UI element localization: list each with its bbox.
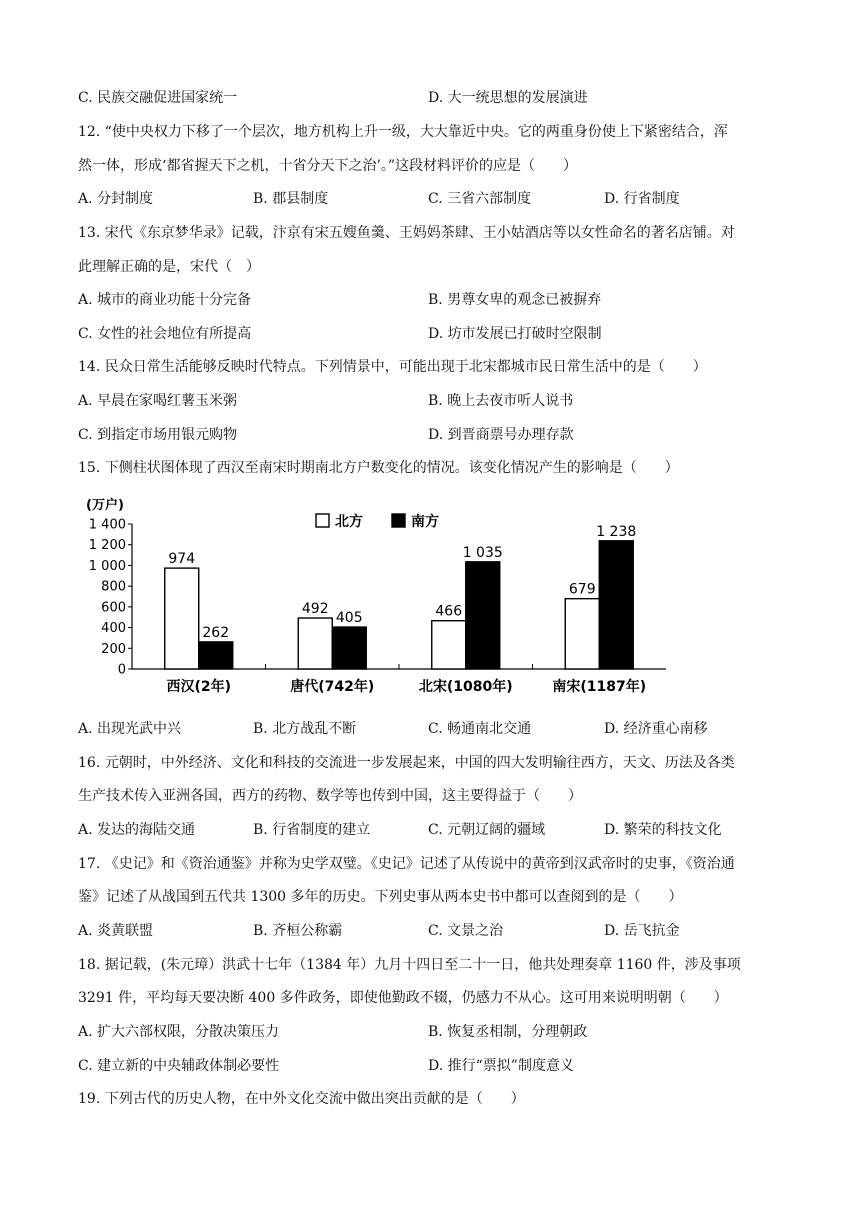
q17-option-a: A. 炎黄联盟: [78, 923, 154, 939]
q17-option-c: C. 文景之治: [428, 923, 504, 939]
x-tick-label: 西汉(2年): [166, 679, 232, 695]
q13-option-a: A. 城市的商业功能十分完备: [78, 292, 252, 308]
q16-stem-line1: 16. 元朝时，中外经济、文化和科技的交流进一步发展起来，中国的四大发明输往西方，天文、历法及各类: [78, 755, 735, 771]
q16-option-a: A. 发达的海陆交通: [78, 822, 196, 838]
q18-option-a: A. 扩大六部权限，分散决策压力: [78, 1024, 280, 1040]
q12-option-b: B. 郡县制度: [253, 191, 329, 207]
y-axis-label: (万户): [86, 498, 124, 513]
legend-label: 南方: [411, 514, 439, 530]
bar-north: [565, 599, 599, 669]
q12-option-a: A. 分封制度: [78, 191, 154, 207]
bar-north: [432, 621, 466, 669]
y-tick-label: 1 400: [88, 517, 126, 533]
q15-option-d: D. 经济重心南移: [604, 721, 708, 737]
q14-option-c: C. 到指定市场用银元购物: [78, 427, 238, 443]
q18-stem-line1: 18. 据记载，(朱元璋）洪武十七年（1384 年）九月十四日至二十一日，他共处理奏章 1160 件，涉及事项: [78, 957, 741, 973]
q18-option-b: B. 恢复丞相制，分理朝政: [428, 1024, 588, 1040]
legend-label: 北方: [335, 514, 363, 530]
y-tick-label: 1 200: [88, 538, 126, 554]
x-tick-label: 北宋(1080年): [418, 679, 513, 695]
q17-option-b: B. 齐桓公称霸: [253, 923, 343, 939]
q16-option-d: D. 繁荣的科技文化: [604, 822, 722, 838]
y-tick-label: 1 000: [88, 558, 126, 574]
q11-option-d: D. 大一统思想的发展演进: [428, 90, 588, 106]
q13-option-d: D. 坊市发展已打破时空限制: [428, 326, 602, 342]
y-tick-label: 600: [101, 600, 126, 616]
q13-option-c: C. 女性的社会地位有所提高: [78, 326, 252, 342]
q14-option-a: A. 早晨在家喝红薯玉米粥: [78, 393, 238, 409]
x-tick-label: 南宋(1187年): [552, 679, 647, 695]
q12-stem-line1: 12. “使中央权力下移了一个层次，地方机构上升一级，大大靠近中央。它的两重身份使上下紧密结合，浑: [78, 124, 728, 140]
q16-option-b: B. 行省制度的建立: [253, 822, 371, 838]
q14-option-d: D. 到晋商票号办理存款: [428, 427, 574, 443]
bar-south: [466, 562, 500, 669]
q12-stem-line2: 然一体，形成‘都省握天下之机，十省分天下之治’。”这段材料评价的应是（ ）: [78, 158, 578, 174]
q17-stem-line2: 鉴》记述了从战国到五代共 1300 多年的历史。下列史事从两本史书中都可以查阅到的是（ ）: [78, 889, 683, 905]
bar-south: [332, 627, 366, 669]
q14-stem: 14. 民众日常生活能够反映时代特点。下列情景中，可能出现于北宋都城市民日常生活中的是（ ）: [78, 359, 707, 375]
q13-option-b: B. 男尊女卑的观念已被摒弃: [428, 292, 602, 308]
data-label: 492: [301, 601, 329, 618]
data-label: 1 238: [596, 523, 637, 540]
q16-stem-line2: 生产技术传入亚洲各国，西方的药物、数学等也传到中国，这主要得益于（ ）: [78, 788, 582, 804]
q15-option-c: C. 畅通南北交通: [428, 721, 532, 737]
q11-option-c: C. 民族交融促进国家统一: [78, 90, 238, 106]
data-label: 679: [568, 581, 596, 598]
q13-stem-line2: 此理解正确的是，宋代（ ）: [78, 259, 260, 275]
q12-option-d: D. 行省制度: [604, 191, 680, 207]
q15-option-a: A. 出现光武中兴: [78, 721, 182, 737]
q14-option-b: B. 晚上去夜市听人说书: [428, 393, 574, 409]
bar-south: [599, 541, 633, 669]
bar-north: [298, 618, 332, 669]
q17-option-d: D. 岳飞抗金: [604, 923, 680, 939]
data-label: 262: [202, 624, 230, 641]
x-tick-label: 唐代(742年): [290, 679, 375, 695]
legend-swatch-north: [316, 514, 329, 527]
legend-swatch-south: [392, 514, 405, 527]
data-label: 1 035: [462, 544, 503, 561]
bar-south: [199, 642, 233, 669]
q18-stem-line2: 3291 件，平均每天要决断 400 多件政务，即使他勤政不辍，仍感力不从心。这可用来说明明朝（ ）: [78, 990, 728, 1006]
bar-north: [165, 568, 199, 669]
q13-stem-line1: 13. 宋代《东京梦华录》记载，汴京有宋五嫂鱼羹、王妈妈茶肆、王小姑酒店等以女性命名的著名店铺。对: [78, 225, 735, 241]
y-tick-label: 0: [117, 662, 126, 678]
y-tick-label: 200: [101, 641, 126, 657]
q19-stem: 19. 下列古代的历史人物，在中外文化交流中做出突出贡献的是（ ）: [78, 1091, 525, 1107]
q16-option-c: C. 元朝辽阔的疆域: [428, 822, 546, 838]
q12-option-c: C. 三省六部制度: [428, 191, 532, 207]
data-label: 405: [335, 610, 363, 627]
households-bar-chart: [78, 492, 678, 707]
q18-option-c: C. 建立新的中央辅政体制必要性: [78, 1058, 280, 1074]
data-label: 466: [435, 603, 463, 620]
y-tick-label: 800: [101, 579, 126, 595]
y-tick-label: 400: [101, 621, 126, 637]
data-label: 974: [168, 551, 196, 568]
q17-stem-line1: 17. 《史记》和《资治通鉴》并称为史学双璧。《史记》记述了从传说中的黄帝到汉武帝时的史事，《资治通: [78, 856, 735, 872]
q18-option-d: D. 推行“票拟”制度意义: [428, 1058, 574, 1074]
q15-stem: 15. 下侧柱状图体现了西汉至南宋时期南北方户数变化的情况。该变化情况产生的影响是（ ）: [78, 460, 679, 476]
q15-option-b: B. 北方战乱不断: [253, 721, 357, 737]
